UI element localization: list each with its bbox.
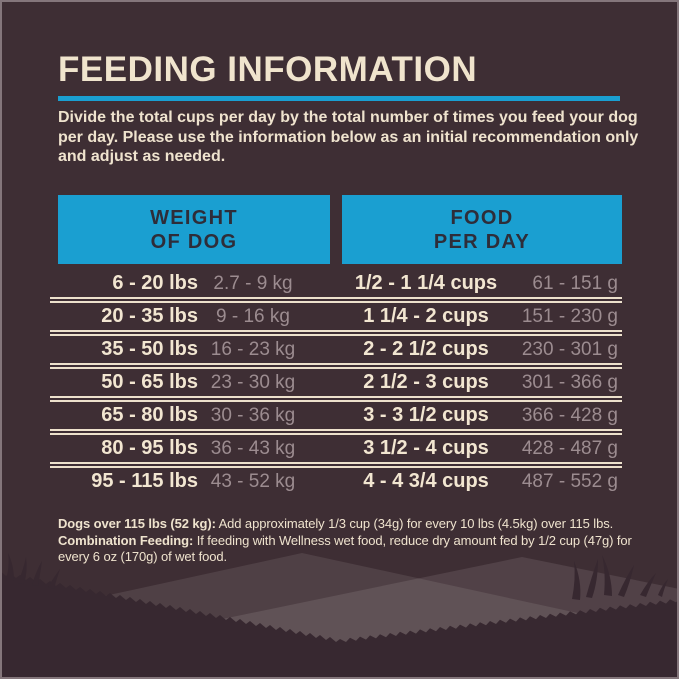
weight-kg-value: 43 - 52 kg bbox=[210, 470, 296, 492]
row-divider-thin-line bbox=[50, 396, 622, 398]
row-divider-thin-line bbox=[50, 429, 622, 431]
food-header-line1: FOOD bbox=[450, 206, 514, 229]
table-row bbox=[50, 435, 622, 462]
footnote-text bbox=[58, 516, 634, 566]
weight-lbs-value: 80 - 95 lbs bbox=[101, 437, 198, 459]
title-underline bbox=[58, 96, 620, 101]
food-cups-value: 3 - 3 1/2 cups bbox=[363, 404, 489, 426]
grass-silhouette bbox=[2, 571, 679, 677]
row-divider-thin-line bbox=[50, 363, 622, 365]
page-title: FEEDING INFORMATION bbox=[58, 50, 478, 89]
food-cups-value: 3 1/2 - 4 cups bbox=[363, 437, 489, 459]
weight-lbs-value: 35 - 50 lbs bbox=[101, 338, 198, 360]
food-grams-value: 301 - 366 g bbox=[521, 371, 618, 393]
food-cups-value: 2 1/2 - 3 cups bbox=[363, 371, 489, 393]
table-row bbox=[50, 303, 622, 330]
weight-lbs-value: 20 - 35 lbs bbox=[101, 305, 198, 327]
weight-kg-value: 2.7 - 9 kg bbox=[213, 272, 293, 294]
footnote-text-2: If feeding with Wellness wet food, reduce dry amount fed by 1/2 cup (47g) for every 6 oz (170g) of wet food. bbox=[58, 532, 632, 564]
feeding-table bbox=[50, 270, 622, 495]
table-row bbox=[50, 402, 622, 429]
weight-lbs-value: 6 - 20 lbs bbox=[112, 272, 198, 294]
weight-kg-value: 30 - 36 kg bbox=[210, 404, 296, 426]
weight-lbs-value: 95 - 115 lbs bbox=[91, 470, 198, 492]
weight-kg-value: 16 - 23 kg bbox=[210, 338, 296, 360]
food-grams-value: 487 - 552 g bbox=[521, 470, 618, 492]
footnote-bold-dogs-over: Dogs over 115 lbs (52 kg): bbox=[58, 516, 216, 531]
weight-lbs-value: 65 - 80 lbs bbox=[101, 404, 198, 426]
row-divider-thin-line bbox=[50, 297, 622, 299]
weight-lbs-value: 50 - 65 lbs bbox=[101, 371, 198, 393]
footnote-text-1: Add approximately 1/3 cup (34g) for every 10 lbs (4.5kg) over 115 lbs. bbox=[215, 516, 614, 531]
footnote-bold-combination-feeding: Combination Feeding: bbox=[58, 532, 194, 548]
weight-header-line1: WEIGHT bbox=[150, 206, 238, 229]
food-cups-value: 4 - 4 3/4 cups bbox=[363, 470, 489, 492]
food-grams-value: 230 - 301 g bbox=[521, 338, 618, 360]
weight-kg-value: 36 - 43 kg bbox=[210, 437, 296, 459]
food-column-header bbox=[342, 195, 622, 264]
weight-kg-value: 9 - 16 kg bbox=[216, 305, 290, 327]
table-row bbox=[50, 270, 622, 297]
food-grams-value: 366 - 428 g bbox=[521, 404, 618, 426]
row-divider-thin-line bbox=[50, 462, 622, 464]
weight-column-header bbox=[58, 195, 330, 264]
food-cups-value: 1/2 - 1 1/4 cups bbox=[354, 272, 498, 294]
food-header-line2: PER DAY bbox=[433, 230, 531, 253]
table-row bbox=[50, 468, 622, 495]
weight-header-line2: OF DOG bbox=[150, 230, 238, 253]
mountain-left bbox=[2, 553, 679, 677]
weight-kg-value: 23 - 30 kg bbox=[210, 371, 296, 393]
row-divider-thin-line bbox=[50, 330, 622, 332]
grass-blades-left bbox=[6, 553, 60, 589]
food-cups-value: 2 - 2 1/2 cups bbox=[363, 338, 489, 360]
intro-text: Divide the total cups per day by the total number of times you feed your dog per day. Please use the information below as an initial recommendation only and adjust as needed. bbox=[58, 109, 639, 165]
food-grams-value: 61 - 151 g bbox=[532, 272, 618, 294]
food-grams-value: 428 - 487 g bbox=[521, 437, 618, 459]
table-row bbox=[50, 336, 622, 363]
mountain-right bbox=[2, 557, 679, 677]
column-headers bbox=[58, 195, 622, 264]
landscape-decoration bbox=[2, 551, 679, 677]
table-row bbox=[50, 369, 622, 396]
food-grams-value: 151 - 230 g bbox=[521, 305, 618, 327]
food-cups-value: 1 1/4 - 2 cups bbox=[363, 305, 489, 327]
